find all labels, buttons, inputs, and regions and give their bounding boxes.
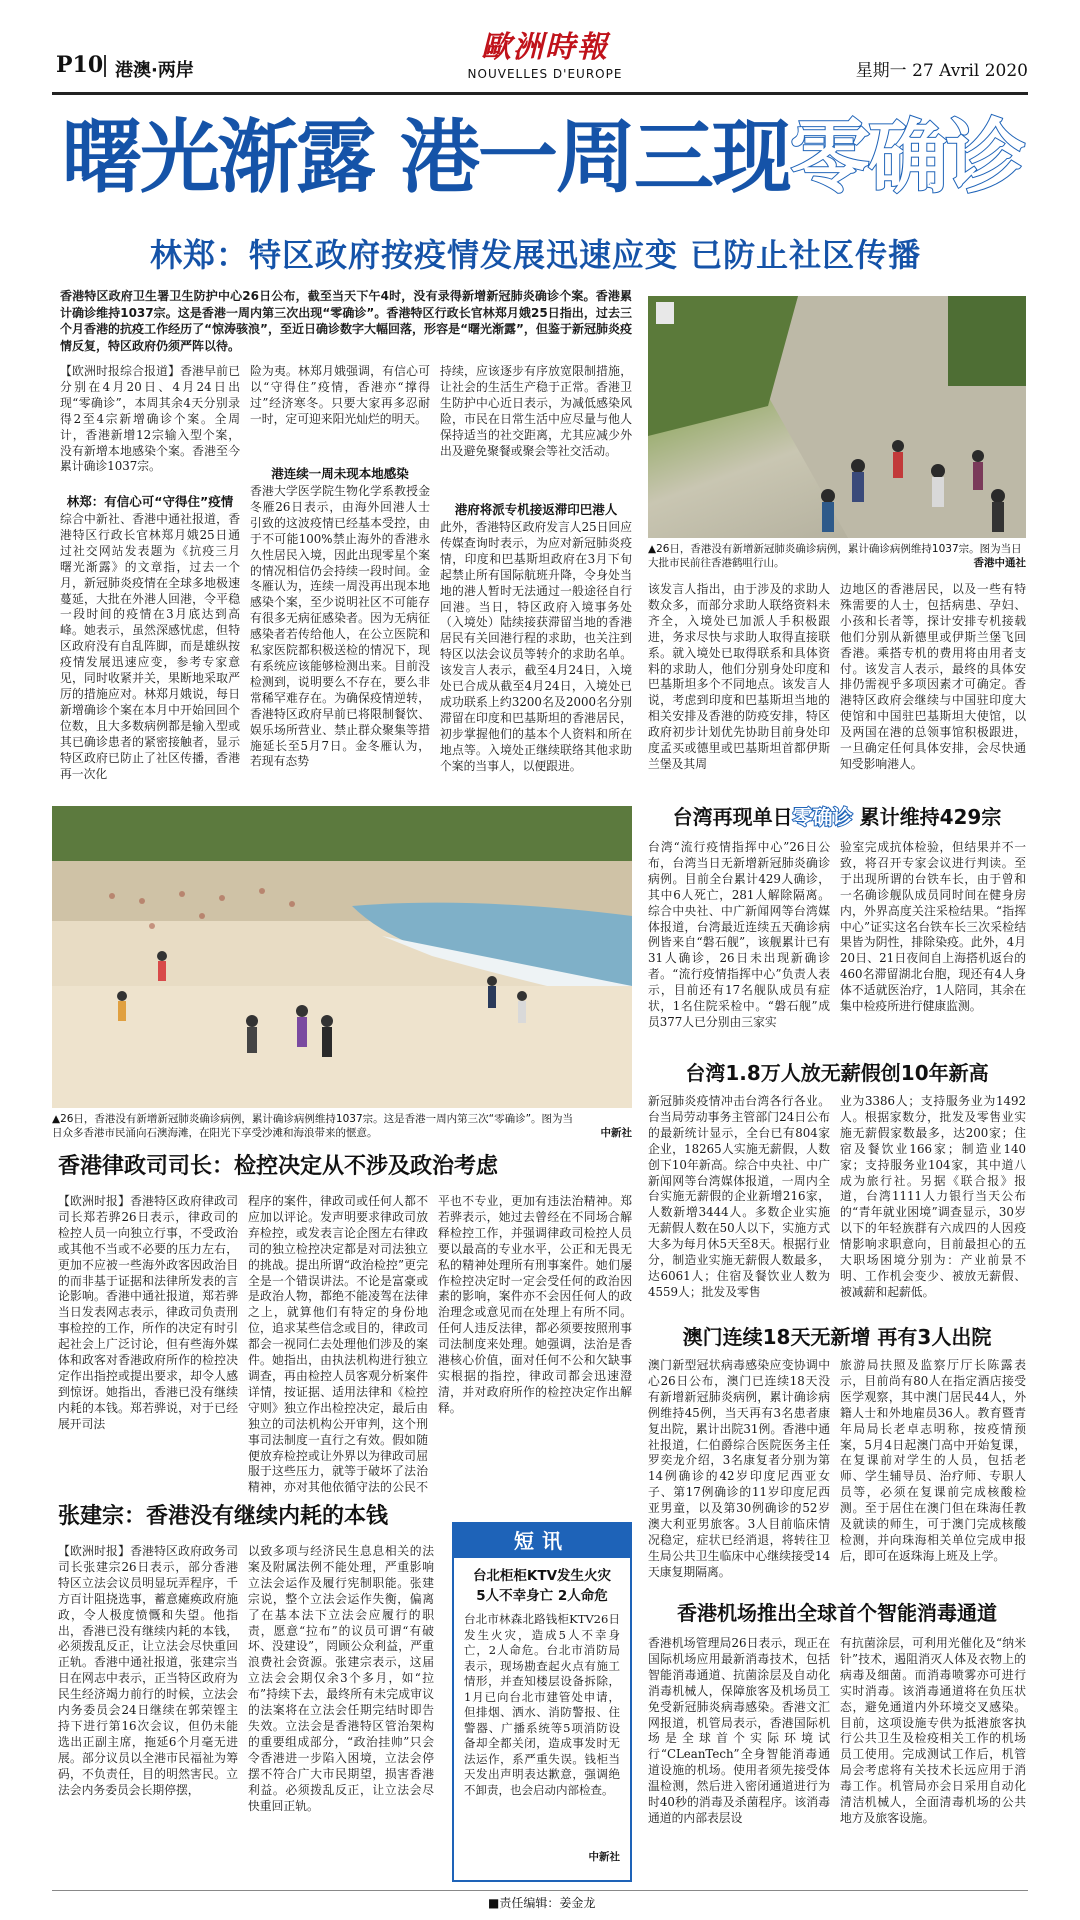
brief-body: 台北市林森北路钱柜KTV26日发生火灾，造成5人不幸身亡，2人命危。台北市消防局表示，现场勘查起火点有施工情形，并查知楼层设备拆除，1月已向台北市建管处申请，但排烟、洒水、消防警报、住警器、广播系统等5项消防设备却全都关闭，造成事发时无法运作，系严重失误。钱柜当天发出声明表达歉意，强调绝不卸责，也会启动内部检查。	[464, 1612, 620, 1797]
lead-col1-subhead: 林郑：有信心可“守得住”疫情	[66, 494, 234, 509]
masthead-logo	[430, 30, 660, 94]
justice-col3: 平也不专业，更加有违法治精神。郑若骅表示，她过去曾经在不同场合解释检控工作，并强调律政司检控人员要以最高的专业水平，公正和无畏无私的精神处理所有刑事案件。她们屡作检控决定时一定会受任何的政治因素的影响，案件亦不会因任何人的政治理念或意见而在处理上有所不同。任何人违反法律，都必须要按照刑事司法制度来处理。她强调，法治是香港核心价值，面对任何不公和欠缺事实根据的指控，律政司都会迅速澄清，并对政府所作的检控决定作出解释。	[438, 1194, 632, 1415]
lead-headline-zero: 零确诊	[789, 111, 1024, 204]
lead-subhead: 林郑：特区政府按疫情发展迅速应变 已防止社区传播	[150, 236, 922, 274]
beach-photo-svg	[52, 806, 632, 1108]
lead-col2-a: 险为夷。林郑月娥强调，有信心可以“守得住”疫情，香港亦“撑得过”经济寒冬。只要大家再多忍耐一时，定可迎来阳光灿烂的明天。	[250, 364, 430, 426]
hiking-photo-svg	[648, 296, 1026, 538]
hiking-photo	[648, 296, 1026, 538]
justice-col2: 程序的案件，律政司或任何人都不应加以评论。发声明要求律政司放弃检控，或发表言论企图左右律政司的独立检控决定都是对司法独立的挑战。提出所谓“政治检控”更完全是一个错误讲法。不论是富豪或是政治人物，都绝不能凌驾在法律之上，就算他们有特定的身份地位，追求某些信念或目的，律政司都会一视同仁去处理他们涉及的案件。她指出，由执法机构进行独立调查，再由检控人员客观分析案件详情，按证据、适用法律和《检控守则》独立作出检控决定，最后由独立的司法机构公开审判，这个刑事司法制度一直行之有效。假如随便放弃检控或让外界以为律政司屈服于这些压力，就等于破坏了法治精神，亦对其他依循守法的公民不	[248, 1194, 428, 1494]
brief-credit: 中新社	[588, 1851, 620, 1863]
brief-headline-1: 台北柜柜KTV发生火灾	[472, 1568, 612, 1584]
header-rule	[52, 92, 1028, 95]
lead-col1-b: 综合中新社、香港中通社报道，香港特区行政长官林郑月娥25日通过社交网站发表题为《抗疫三月 曙光渐露》的文章指，过去一个月，新冠肺炎疫情在全球多地极速蔓延，大批在外港人回港，令平稳一段时间的疫情在3月底达到高峰。她表示，虽然深感忧虑，但特区政府没有自乱阵脚，而是雄纵按疫情发展迅速应变，参考专家意见，同时收紧并关，果断地采取严厉的措施应对。林郑月娥说，每日新增确诊个案在本月中开始回回个位数，且大多数病例都是输入型或其已确诊患者的紧密接触者，显示特区政府已防止了社区传播，香港再一次化	[60, 512, 240, 781]
lead-col5: 该发言人指出，由于涉及的求助人数众多，而部分求助人联络资料未齐全，入境处已加派人手积极跟进，务求尽快与求助人取得直接联系。就入境处已取得联系和具体资料的求助人，他们分别身处印度和巴基斯坦多个不同地点。该发言人说，考虑到印度和巴基斯坦当地的相关安排及香港的防疫安排，特区政府初步计划优先协助目前身处印度孟买或德里或巴基斯坦首都伊斯兰堡及其周	[648, 582, 830, 771]
airport-col1: 香港机场管理局26日表示，现正在国际机场应用最新消毒技术，包括智能消毒通道、抗菌涂层及自动化消毒机械人，保障旅客及机场员工免受新冠肺炎病毒感染。香港文汇网报道，机管局表示，香港国际机场是全球首个实际环境试行“CLeanTech”全身智能消毒通道设施的机场。使用者须先接受体温检测，然后进入密闭通道进行为时40秒的消毒及杀菌程序。该消毒通道的内部表层设	[648, 1636, 830, 1825]
lead-headline-main: 曙光渐露 港一周三现	[62, 111, 790, 204]
lead-col2-subhead: 港连续一周未现本地感染	[271, 466, 409, 481]
section-label: 港澳·两岸	[115, 60, 194, 81]
masthead-fr: NOUVELLES D'EUROPE	[467, 67, 623, 81]
cheung-headline: 张建宗：香港没有继续内耗的本钱	[58, 1504, 389, 1529]
hiking-photo-credit: 香港中通社	[973, 557, 1026, 569]
lead-col6: 边地区的香港居民，以及一些有特殊需要的人士，包括病患、孕妇、小孩和长者等，探计安排专机接载他们分别从新德里或伊斯兰堡飞回香港。乘搭专机的费用将由用者支付。该发言人表示，最终的具体安排仍需视乎多项因素才可确定。香港特区政府会继续与中国驻印度大使馆和中国驻巴基斯坦大使馆，以及两国在港的总领事馆积极跟进，一旦确定任何具体安排，会尽快通知受影响港人。	[840, 582, 1026, 771]
lead-col1-a: 【欧洲时报综合报道】香港早前已分别在4月20日、4月24日出现“零确诊”，本周其余4天分别录得2至4宗新增确诊个案。全周计，香港新增12宗输入型个案，没有新增本地感染个案。香港至今累计确诊1037宗。	[60, 364, 240, 474]
header-date: 星期一 27 Avril 2020	[855, 61, 1028, 81]
taiwan-unpaid-headline: 台湾1.8万人放无薪假创10年新高	[685, 1061, 989, 1085]
lead-summary: 香港特区政府卫生署卫生防护中心26日公布，截至当天下午4时，没有录得新增新冠肺炎确诊个案。香港累计确诊维持1037宗。这是香港一周内第三次出现“零确诊”。香港特区行政长官林郑月娥25日指出，过去三个月香港的抗疫工作经历了“惊涛骇浪”，至近日确诊数字大幅回落，形容是“曙光渐露”，但鉴于新冠肺炎疫情反复，特区政府仍须严阵以待。	[60, 289, 632, 353]
taiwan-unpaid-col2: 业为3386人；支持服务业为1492人。根据家数分，批发及零售业实施无薪假家数最多，达200家；住宿及餐饮业166家；制造业140家；支持服务业104家，其中道八成为旅行社。另据《联合报》报道，台湾1111人力银行当天公布的“青年就业困境”调查显示，30岁以下的年轻族群有六成四的人因疫情影响求职意向，目前最担心的五大职场困境分别为：产业前景不明、工作机会变少、被放无薪假、被减薪和起薪低。	[840, 1094, 1026, 1299]
macau-col1: 澳门新型冠状病毒感染应变协调中心26日公布，澳门已连续18天没有新增新冠肺炎病例，累计确诊病例维持45例，当天再有3名患者康复出院，累计出院31例。香港中通社报道，仁伯爵综合医院医务主任罗奕龙介绍，3名康复者分别为第14例确诊的42岁印度尼西亚女子、第17例确诊的11岁印度尼西亚男童，以及第30例确诊的52岁澳大利亚男旅客。3人目前临床情况稳定，症状已经消退，将转往卫生局公共卫生临床中心继续接受14天康复期隔离。	[648, 1358, 830, 1579]
footer-rule	[52, 1890, 1028, 1891]
taiwan-zero-headline-b: 零确诊	[792, 805, 853, 829]
justice-col1: 【欧洲时报】香港特区政府律政司司长郑若骅26日表示，律政司的检控人员一向独立行事，不受政治或其他不当或不必要的压力左右，更加不应被一些海外政客因政治目的而非基于证据和法律所发表的言论影响。香港中通社报道，郑若骅当日发表网志表示，律政司负责刑事检控的工作，所作的决定有时引起社会上广泛讨论，但有些海外媒体和政客对香港政府所作的检控决定作出指控或提出要求，却令人感到惊讶。她指出，香港已没有继续内耗的本钱。郑若骅说，对于已经展开司法	[58, 1194, 238, 1431]
beach-photo-credit: 中新社	[600, 1127, 632, 1139]
airport-headline: 香港机场推出全球首个智能消毒通道	[677, 1601, 997, 1625]
beach-photo	[52, 806, 632, 1108]
lead-col3-subhead: 港府将派专机接返滞印巴港人	[454, 502, 618, 517]
lead-col3-b: 此外，香港特区政府发言人25日回应传媒查询时表示，为应对新冠肺炎疫情，印度和巴基斯坦政府在3月下旬起禁止所有国际航班升降，令身处当地的港人暂时无法通过一般途径自行回港。当日，特区政府入境事务处（入境处）陆续接获滞留当地的香港居民有关回港行程的求助，也关注到特区以法会议员等转介的求助名单。该发言人表示，截至4月24日，入境处已合成从截至4月24日，入境处已成功联系上约3200名及2000名分别滞留在印度和巴基斯坦的香港居民，初步掌握他们的基本个人资料和所在地点等。入境处正继续联络其他求助个案的当事人，以便跟进。	[440, 520, 632, 773]
cheung-col2: 以致多项与经济民生息息相关的法案及附属法例不能处理，严重影响立法会运作及履行宪制职能。张建宗说，整个立法会运作失衡，偏离了在基本法下立法会应履行的职责，愿意“拉布”的议员可谓“有破坏、没建设”，罔顾公众利益，严重浪费社会资源。张建宗表示，这届立法会会期仅余3个多月，如“拉布”持续下去，最终所有未完成审议的法案将在立法会任期完结时即告失效。立法会是香港特区管治架构的重要组成部分，“政治挂帅”只会令香港进一步陷入困境，立法会停摆不符合广大市民期望，损害香港利益。必须拨乱反正，让立法会尽快重回正轨。	[248, 1544, 434, 1813]
brief-box	[452, 1522, 632, 1882]
hiking-photo-caption: ▲26日，香港没有新增新冠肺炎确诊病例，累计确诊病例维持1037宗。图为当日大批市民前往香港鹤咀行山。	[648, 543, 1022, 569]
brief-headline-2: 5人不幸身亡 2人命危	[476, 1588, 608, 1604]
macau-headline: 澳门连续18天无新增 再有3人出院	[682, 1325, 992, 1349]
page-number: P10	[56, 52, 104, 78]
cheung-col1: 【欧洲时报】香港特区政府政务司司长张建宗26日表示，部分香港特区立法会议员明显玩弄程序，千方百计阻挠选事，蓄意瘫痪政府施政，令人极度愤慨和失望。他指出，香港已没有继续内耗的本钱，必须拨乱反正，让立法会尽快重回正轨。香港中通社报道，张建宗当日在网志中表示，正当特区政府为民生经济竭力前行的时候，立法会内务委员会24日继续在郭荣铿主持下进行第16次会议，但仍未能选出正副主席，拖延6个月毫无进展。部分议员以全港市民福祉为筹码，不负责任，目的明然害民。立法会内务委员会长期停摆，	[58, 1544, 238, 1797]
taiwan-zero-headline	[648, 802, 1026, 832]
header-divider	[104, 55, 106, 77]
airport-col2: 有抗菌涂层，可利用光催化及“纳米针”技术，遏阻消灭人体及衣物上的病毒及细菌。而消毒喷雾亦可进行实时消毒。该消毒通道将在负压状态，避免通道内外环境交叉感染。目前，这项设施专供为抵港旅客执行公共卫生及检疫相关工作的机场员工使用。完成测试工作后，机管局会考虑将有关技术长远应用于消毒工作。机管局亦会日采用自动化清洁机械人，全面清毒机场的公共地方及旅客设施。	[840, 1636, 1026, 1825]
masthead-cn: 歐洲時報	[481, 30, 609, 65]
lead-col2-b: 香港大学医学院生物化学系教授金冬雁26日表示，由海外回港人士引致的这波疫情已经基本受控，由于不可能100%禁止海外的香港永久性居民入境，因此出现零星个案的情况相信仍会持续一段时间。金冬雁认为，连续一周没再出现本地感染个案，至少说明社区不可能存有很多无病征感染者。因为无病征感染者若传给他人，在公立医院和私家医院都积极送检的情况下，现有系统应该能够检测出来。目前没检测到，说明要么不存在，要么非常稀罕难存在。为确保疫情逆转，香港特区政府早前已将限制餐饮、娱乐场所营业、禁止群众聚集等措施延长至5月7日。金冬雁认为，若现有态势	[250, 484, 430, 769]
lead-col3-a: 持续，应该逐步有序放宽限制措施，让社会的生活生产稳于正常。香港卫生防护中心近日表示，为减低感染风险，市民在日常生活中应尽量与他人保持适当的社交距离，尤其应减少外出及避免聚餐或聚会等社交活动。	[440, 364, 632, 458]
taiwan-zero-col2: 验室完成抗体检验，但结果并不一致，将召开专家会议进行判读。至于出现所谓的台铁车长，由于曾和一名确诊舰队成员同时间在健身房内，外界高度关注采检结果。“指挥中心”证实这名台铁车长三次采检结果皆为阴性，排除染疫。此外，4月20日、21日夜间自上海搭机返台的460名滞留湖北台胞，现还有4人身体不适就医治疗，1人陪同，其余在集中检疫所进行健康监测。	[840, 840, 1026, 1014]
lead-headline	[62, 104, 1032, 214]
justice-headline: 香港律政司司长：检控决定从不涉及政治考虑	[58, 1154, 499, 1179]
brief-label: 短讯	[454, 1524, 630, 1558]
taiwan-zero-headline-a: 台湾再现单日	[672, 805, 793, 829]
beach-photo-caption: ▲26日，香港没有新增新冠肺炎确诊病例，累计确诊病例维持1037宗。这是香港一周内第三次“零确诊”。图为当日众多香港市民涌向石澳海滩，在阳光下享受沙滩和海浪带来的惬意。	[52, 1113, 574, 1139]
footer-editor: ■责任编辑：姜金龙	[488, 1896, 596, 1910]
taiwan-unpaid-col1: 新冠肺炎疫情冲击台湾各行各业。台当局劳动事务主管部门24日公布的最新统计显示，全台已有804家企业，18265人实施无薪假，人数创下10年新高。综合中央社、中广新闻网等台湾媒体报道，一周内全台实施无薪假的企业新增216家，人数新增3444人。多数企业实施无薪假人数在50人以下，实施方式大多为每月休5天至8天。根据行业分，制造业实施无薪假人数最多，达6061人；住宿及餐饮业人数为4559人；批发及零售	[648, 1094, 830, 1299]
macau-col2: 旅游局扶照及监察厅厅长陈露表示，目前尚有80人在指定酒店接受医学观察，其中澳门居民44人，外籍人士和外地雇员36人。教育暨青年局局长老卓志明称，按疫情预案，5月4日起澳门高中开始复课，在复课前对学生的人员，包括老师、学生辅导员、治疗师、专职人员等，必须在复课前完成核酸检测。至于居住在澳门但在珠海任教及就读的师生，可于澳门完成核酸检测，并向珠海相关单位完成申报后，即可在返珠海上班及上学。	[840, 1358, 1026, 1563]
taiwan-zero-headline-c: 累计维持429宗	[852, 805, 1002, 829]
taiwan-zero-col1: 台湾“流行疫情指挥中心”26日公布，台湾当日无新增新冠肺炎确诊病例。目前全台累计429人确诊，其中6人死亡，281人解除隔离。综合中央社、中广新闻网等台湾媒体报道，台湾最近连续五天确诊病例皆来自“磐石舰”，该舰累计已有31人确诊，26日未出现新确诊者。“流行疫情指挥中心”负责人表示，目前还有17名舰队成员有症状，1名住院采检中。“磐石舰”成员377人已分别由三家实	[648, 840, 830, 1029]
